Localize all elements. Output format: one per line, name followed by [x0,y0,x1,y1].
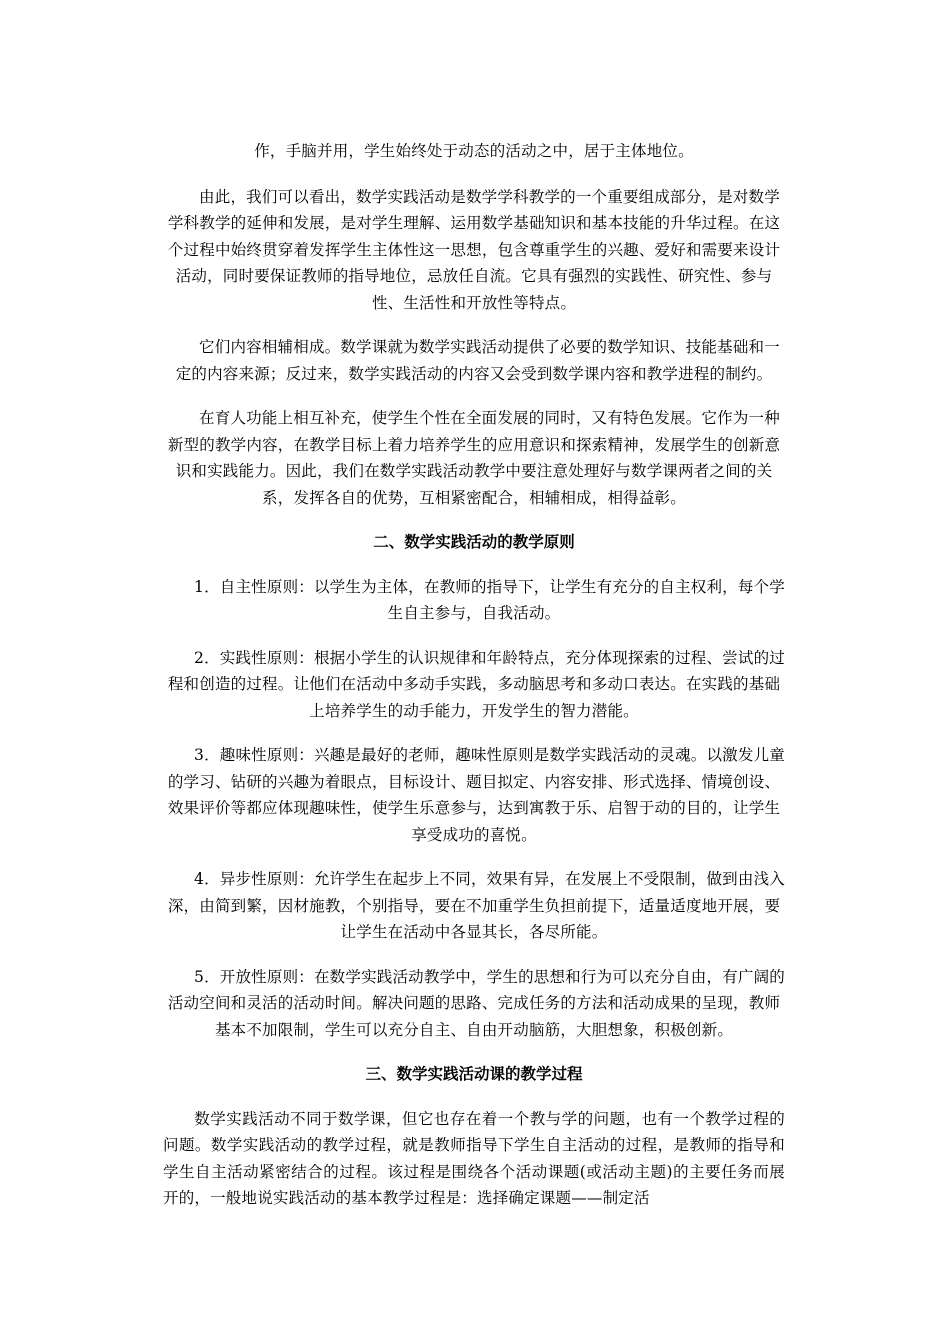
principle-interest: 3．趣味性原则：兴趣是最好的老师，趣味性原则是数学实践活动的灵魂。以激发儿童的学习、钻研的兴趣为着眼点，目标设计、题目拟定、内容安排、形式选择、情境创设、效果评价等都应体现趣味性，使学生乐意参与，达到寓教于乐、启智于动的目的，让学生享受成功的喜悦。 [167,746,785,844]
principle-autonomy: 1．自主性原则：以学生为主体，在教师的指导下，让学生有充分的自主权利，每个学生自主参与，自我活动。 [194,577,785,622]
principle-practice: 2．实践性原则：根据小学生的认识规律和年龄特点，充分体现探索的过程、尝试的过程和创造的过程。让他们在活动中多动手实践，多动脑思考和多动口表达。在实践的基础上培养学生的动手能力，开发学生的智力潜能。 [167,648,785,720]
paragraph-continuation: 作，手脑并用，学生始终处于动态的活动之中，居于主体地位。 [254,142,694,160]
paragraph-function-relation: 在育人功能上相互补充，使学生个性在全面发展的同时，又有特色发展。它作为一种新型的教学内容，在教学目标上着力培养学生的应用意识和探索精神，发展学生的创新意识和实践能力。因此，我们在数学实践活动教学中要注意处理好与数学课两者之间的关系，发挥各自的优势，互相紧密配合，相辅相成，相得益彰。 [167,409,781,507]
paragraph-characteristics: 由此，我们可以看出，数学实践活动是数学学科教学的一个重要组成部分，是对数学学科教学的延伸和发展，是对学生理解、运用数学基础知识和基本技能的升华过程。在这个过程中始终贯穿着发挥学生主体性这一思想，包含尊重学生的兴趣、爱好和需要来设计活动，同时要保证教师的指导地位，忌放任自流。它具有强烈的实践性、研究性、参与性、生活性和开放性等特点。 [167,187,781,312]
section-heading-principles: 二、数学实践活动的教学原则 [373,533,575,551]
principle-asynchrony: 4．异步性原则：允许学生在起步上不同，效果有异，在发展上不受限制，做到由浅入深，由简到繁，因材施教，个别指导，要在不加重学生负担前提下，适量适度地开展，要让学生在活动中各显其长，各尽所能。 [167,870,785,941]
paragraph-teaching-process: 数学实践活动不同于数学课，但它也存在着一个教与学的问题，也有一个教学过程的问题。数学实践活动的教学过程，就是教师指导下学生自主活动的过程，是教师的指导和学生自主活动紧密结合的过程。该过程是围绕各个活动课题(或活动主题)的主要任务而展开的，一般地说实践活动的基本教学过程是：选择确定课题——制定活 [163,1109,785,1207]
paragraph-content-relation: 它们内容相辅相成。数学课就为数学实践活动提供了必要的数学知识、技能基础和一定的内容来源；反过来，数学实践活动的内容又会受到数学课内容和教学进程的制约。 [175,338,780,383]
section-heading-process: 三、数学实践活动课的教学过程 [365,1065,583,1083]
document-page [163,138,785,1230]
principle-openness: 5．开放性原则：在数学实践活动教学中，学生的思想和行为可以充分自由，有广阔的活动空间和灵活的活动时间。解决问题的思路、完成任务的方法和活动成果的呈现，教师基本不加限制，学生可以充分自主、自由开动脑筋，大胆想象，积极创新。 [167,967,785,1039]
